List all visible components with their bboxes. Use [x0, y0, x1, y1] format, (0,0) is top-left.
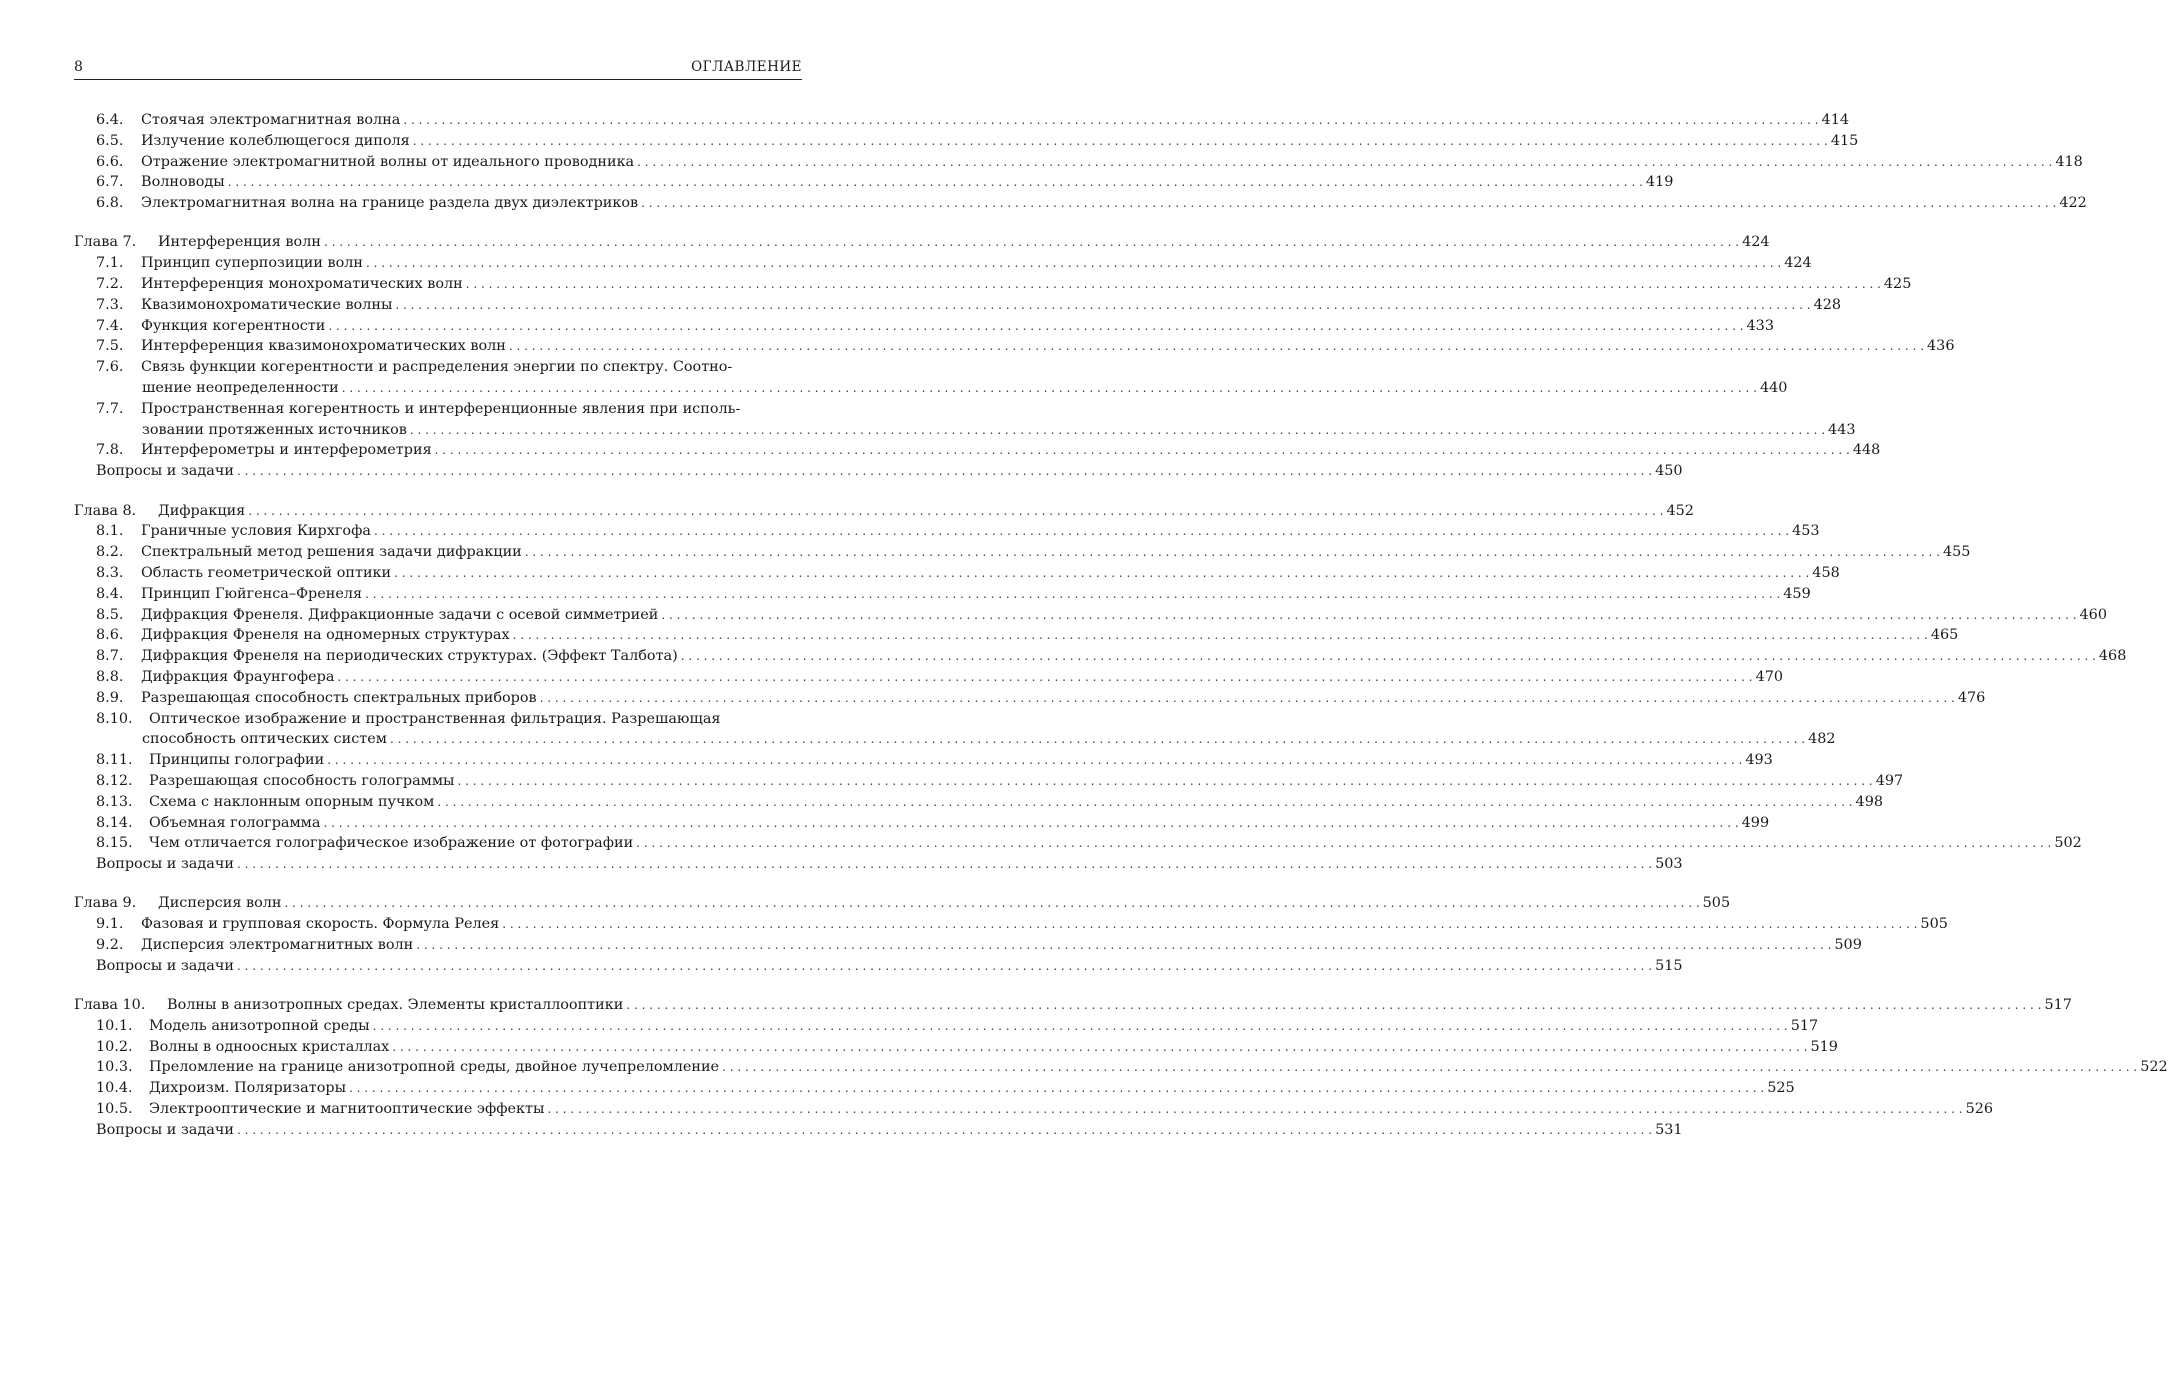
toc-chapter-heading[interactable] [74, 893, 1731, 914]
page-ref: 450 [1655, 463, 1683, 480]
entry-title: Разрешающая способность спектральных приборов [141, 689, 537, 706]
running-title: ОГЛАВЛЕНИЕ [691, 59, 802, 75]
page-ref: 419 [1645, 174, 1674, 191]
page-ref: 470 [1755, 668, 1784, 685]
toc-entry[interactable] [74, 1037, 1838, 1058]
page-ref: 415 [1830, 132, 1859, 149]
leader-dots [403, 110, 1818, 131]
chapter-title: Дифракция [158, 502, 246, 519]
toc-chapter-block [74, 232, 1955, 482]
leader-dots [513, 625, 1928, 646]
page-ref: 443 [1828, 421, 1856, 438]
entry-number: 7.4. [96, 317, 124, 334]
leader-dots [435, 440, 1850, 461]
leader-dots [394, 563, 1809, 584]
entry-title: Вопросы и задачи [96, 1121, 234, 1138]
entry-title: Область геометрической оптики [141, 564, 392, 581]
entry-number: 6.8. [96, 195, 124, 212]
leader-dots [437, 792, 1852, 813]
leader-dots [661, 605, 2076, 626]
page-ref: 517 [2044, 997, 2072, 1014]
leader-dots [237, 461, 1652, 482]
toc-entry[interactable] [74, 688, 1986, 709]
entry-number: 8.15. [96, 835, 133, 852]
leader-dots [395, 295, 1810, 316]
toc-entry[interactable] [74, 584, 1811, 605]
entry-number: 7.7. [96, 400, 124, 417]
leader-dots [248, 501, 1663, 522]
leader-dots [366, 253, 1781, 274]
toc-entry[interactable] [74, 625, 1959, 646]
page-ref: 498 [1855, 793, 1884, 810]
toc-entry[interactable] [74, 914, 1948, 935]
chapter-number: Глава 8. [74, 502, 137, 519]
entry-number: 7.3. [96, 296, 124, 313]
toc-entry-questions[interactable] [74, 1120, 1683, 1141]
entry-title-continuation: зовании протяженных источников [142, 421, 407, 438]
page-ref: 424 [1742, 234, 1770, 251]
entry-title-continuation: шение неопределенности [142, 380, 339, 397]
toc-entry-questions[interactable] [74, 854, 1683, 875]
toc-entry[interactable] [74, 295, 1842, 316]
leader-dots [502, 914, 1917, 935]
page-ref: 428 [1813, 296, 1842, 313]
page-ref: 505 [1702, 895, 1731, 912]
page-ref: 452 [1666, 502, 1694, 519]
page-ref: 525 [1767, 1080, 1795, 1097]
entry-number: 8.4. [96, 585, 124, 602]
page-ref: 422 [2059, 195, 2087, 212]
entry-title: Электрооптические и магнитооптические эффекты [149, 1101, 545, 1118]
page-ref: 448 [1852, 442, 1881, 459]
toc-chapter-heading[interactable] [74, 995, 2072, 1016]
entry-title: Вопросы и задачи [96, 856, 234, 873]
leader-dots [374, 521, 1789, 542]
leader-dots [237, 1120, 1652, 1141]
toc-entry-continuation[interactable] [74, 729, 1836, 750]
page-ref: 418 [2055, 153, 2083, 170]
toc-chapter-block [74, 501, 2127, 875]
entry-number: 7.8. [96, 442, 124, 459]
entry-number: 9.1. [96, 916, 124, 933]
entry-number: 8.12. [96, 772, 133, 789]
page-ref: 468 [2098, 648, 2127, 665]
toc-entry-continuation[interactable] [74, 420, 1856, 441]
entry-number: 7.1. [96, 255, 124, 272]
leader-dots [637, 152, 2052, 173]
page-ref: 440 [1759, 380, 1788, 397]
leader-dots [547, 1099, 1962, 1120]
toc-entry[interactable] [74, 193, 2087, 214]
leader-dots [337, 667, 1752, 688]
toc-chapter-block [74, 110, 2087, 214]
leader-dots [284, 893, 1699, 914]
entry-number: 8.11. [96, 752, 133, 769]
entry-title: Дифракция Фраунгофера [141, 668, 335, 685]
leader-dots [636, 833, 2051, 854]
toc-chapter-heading[interactable] [74, 501, 1694, 522]
page-ref: 433 [1746, 317, 1774, 334]
entry-title: Связь функции когерентности и распределения энергии по спектру. Соотно- [141, 359, 733, 376]
entry-title: Излучение колеблющегося диполя [141, 132, 410, 149]
leader-dots [722, 1057, 2137, 1078]
page-ref: 499 [1741, 814, 1770, 831]
entry-title: Оптическое изображение и пространственная фильтрация. Разрешающая [149, 710, 721, 727]
entry-title: Чем отличается голографическое изображение от фотографии [149, 835, 634, 852]
entry-number: 6.4. [96, 112, 124, 128]
toc-entry[interactable] [74, 563, 1840, 584]
toc-entry[interactable] [74, 750, 1773, 771]
entry-title: Принцип Гюйгенса–Френеля [141, 585, 363, 602]
page-ref: 414 [1821, 112, 1850, 128]
toc-entry[interactable] [74, 1016, 1819, 1037]
entry-number: 8.7. [96, 648, 124, 665]
entry-number: 8.10. [96, 710, 133, 727]
leader-dots [323, 813, 1738, 834]
entry-title: Интерференция монохроматических волн [141, 276, 463, 293]
toc-entry[interactable] [74, 336, 1955, 357]
leader-dots [540, 688, 1955, 709]
toc-entry-questions[interactable] [74, 461, 1683, 482]
entry-title: Квазимонохроматические волны [141, 296, 393, 313]
toc-entry[interactable] [74, 771, 1904, 792]
entry-number: 6.7. [96, 174, 124, 191]
entry-title: Функция когерентности [141, 317, 326, 334]
toc-entry[interactable] [74, 131, 1859, 152]
toc-chapter-block [74, 893, 1948, 976]
leader-dots [681, 646, 2096, 667]
leader-dots [525, 542, 1940, 563]
entry-title: Интерферометры и интерферометрия [141, 442, 432, 459]
chapter-title: Волны в анизотропных средах. Элементы кристаллооптики [167, 997, 624, 1014]
page-ref: 424 [1784, 255, 1812, 272]
chapter-title: Интерференция волн [158, 234, 321, 251]
entry-title: Спектральный метод решения задачи дифракции [141, 544, 522, 561]
toc-entry[interactable] [74, 935, 1862, 956]
page-ref: 522 [2140, 1059, 2168, 1076]
entry-title: Дисперсия электромагнитных волн [141, 936, 414, 953]
entry-number: 8.5. [96, 606, 124, 623]
page-ref: 459 [1783, 585, 1811, 602]
entry-title: Электромагнитная волна на границе раздела двух диэлектриков [141, 195, 639, 212]
entry-number: 8.9. [96, 689, 124, 706]
page-ref: 425 [1883, 276, 1912, 293]
page-number: 8 [74, 59, 83, 75]
entry-title: Принцип суперпозиции волн [141, 255, 364, 272]
page-ref: 531 [1655, 1121, 1683, 1138]
toc-entry[interactable] [74, 709, 802, 730]
leader-dots [626, 995, 2041, 1016]
toc-entry[interactable] [74, 152, 2083, 173]
toc-entry[interactable] [74, 542, 1971, 563]
toc-chapter-block [74, 995, 2168, 1141]
toc-entry[interactable] [74, 399, 802, 420]
toc-entry[interactable] [74, 605, 2107, 626]
entry-title: Отражение электромагнитной волны от идеального проводника [141, 153, 635, 170]
page-ref: 497 [1875, 772, 1904, 789]
page-header [74, 59, 802, 80]
toc-entry[interactable] [74, 172, 1674, 193]
entry-title: Преломление на границе анизотропной среды, двойное лучепреломление [149, 1059, 720, 1076]
entry-title: Вопросы и задачи [96, 957, 234, 974]
entry-title: Дифракция Френеля. Дифракционные задачи с осевой симметрией [141, 606, 659, 623]
entry-number: 10.5. [96, 1101, 133, 1118]
leader-dots [641, 193, 2056, 214]
chapter-title: Дисперсия волн [158, 895, 282, 912]
toc-entry[interactable] [74, 833, 2082, 854]
entry-number: 8.13. [96, 793, 133, 810]
entry-title: Дифракция Френеля на периодических структурах. (Эффект Талбота) [141, 648, 678, 665]
entry-number: 8.8. [96, 668, 124, 685]
toc-entry[interactable] [74, 274, 1912, 295]
entry-title: Интерференция квазимонохроматических волн [141, 338, 506, 355]
page-ref: 493 [1745, 752, 1773, 769]
page-ref: 476 [1957, 689, 1986, 706]
entry-number: 10.1. [96, 1017, 133, 1034]
page-ref: 436 [1927, 338, 1955, 355]
entry-number: 9.2. [96, 936, 124, 953]
entry-title: Дифракция Френеля на одномерных структурах [141, 627, 510, 644]
toc-entry-questions[interactable] [74, 956, 1683, 977]
entry-title: Модель анизотропной среды [149, 1017, 370, 1034]
entry-number: 7.6. [96, 359, 124, 376]
entry-title: Схема с наклонным опорным пучком [149, 793, 435, 810]
entry-number: 6.5. [96, 132, 124, 149]
entry-title: Волноводы [141, 174, 225, 191]
page-ref: 502 [2054, 835, 2082, 852]
page-ref: 482 [1808, 731, 1836, 748]
entry-title: Пространственная когерентность и интерференционные явления при исполь- [141, 400, 741, 417]
toc-entry[interactable] [74, 521, 1820, 542]
page-ref: 455 [1942, 544, 1971, 561]
leader-dots [349, 1078, 1764, 1099]
page-ref: 517 [1790, 1017, 1819, 1034]
entry-title: Дихроизм. Поляризаторы [149, 1080, 347, 1097]
entry-number: 8.3. [96, 564, 124, 581]
entry-number: 10.4. [96, 1080, 133, 1097]
toc-entry[interactable] [74, 316, 1774, 337]
entry-title: Принципы голографии [149, 752, 325, 769]
chapter-number: Глава 10. [74, 997, 146, 1014]
page-ref: 458 [1812, 564, 1840, 581]
leader-dots [342, 378, 1757, 399]
toc-entry[interactable] [74, 1057, 2168, 1078]
entry-number: 6.6. [96, 153, 124, 170]
leader-dots [328, 316, 1743, 337]
entry-number: 7.5. [96, 338, 124, 355]
toc-entry[interactable] [74, 253, 1812, 274]
toc-entry[interactable] [74, 440, 1881, 461]
chapter-number: Глава 7. [74, 234, 137, 251]
page-ref: 509 [1834, 936, 1862, 953]
toc-entry[interactable] [74, 110, 1850, 131]
entry-number: 8.14. [96, 814, 133, 831]
leader-dots [390, 729, 1805, 750]
leader-dots [392, 1037, 1807, 1058]
leader-dots [466, 274, 1881, 295]
entry-number: 8.2. [96, 544, 124, 561]
toc-entry[interactable] [74, 792, 1884, 813]
leader-dots [373, 1016, 1788, 1037]
page-ref: 519 [1810, 1038, 1838, 1055]
toc-entry[interactable] [74, 813, 1770, 834]
leader-dots [327, 750, 1742, 771]
entry-title: Фазовая и групповая скорость. Формула Релея [141, 916, 500, 933]
page-ref: 515 [1655, 957, 1683, 974]
leader-dots [365, 584, 1780, 605]
toc-chapter-heading[interactable] [74, 232, 1770, 253]
toc-entry[interactable] [74, 1099, 1994, 1120]
entry-title: Разрешающая способность голограммы [149, 772, 455, 789]
chapter-number: Глава 9. [74, 895, 137, 912]
entry-title: Объемная голограмма [149, 814, 321, 831]
toc-entry[interactable] [74, 1078, 1795, 1099]
entry-title: Стоячая электромагнитная волна [141, 112, 401, 128]
leader-dots [416, 935, 1831, 956]
leader-dots [228, 172, 1643, 193]
leader-dots [237, 854, 1652, 875]
toc-entry[interactable] [74, 646, 2127, 667]
leader-dots [237, 956, 1652, 977]
entry-number: 7.2. [96, 276, 124, 293]
entry-number: 8.1. [96, 523, 124, 540]
table-of-contents [74, 110, 2168, 1159]
page-ref: 453 [1792, 523, 1820, 540]
leader-dots [413, 131, 1828, 152]
toc-entry[interactable] [74, 357, 802, 378]
page-ref: 526 [1965, 1101, 1994, 1118]
leader-dots [410, 420, 1825, 441]
page-ref: 465 [1930, 627, 1959, 644]
leader-dots [324, 232, 1739, 253]
entry-number: 8.6. [96, 627, 124, 644]
page-ref: 505 [1920, 916, 1948, 933]
entry-title-continuation: способность оптических систем [142, 731, 387, 748]
entry-title: Вопросы и задачи [96, 463, 234, 480]
entry-title: Граничные условия Кирхгофа [141, 523, 371, 540]
page-ref: 460 [2079, 606, 2107, 623]
toc-entry[interactable] [74, 667, 1784, 688]
page-ref: 503 [1655, 856, 1683, 873]
leader-dots [458, 771, 1873, 792]
leader-dots [509, 336, 1924, 357]
entry-number: 10.3. [96, 1059, 133, 1076]
entry-number: 10.2. [96, 1038, 133, 1055]
entry-title: Волны в одноосных кристаллах [149, 1038, 390, 1055]
toc-entry-continuation[interactable] [74, 378, 1788, 399]
